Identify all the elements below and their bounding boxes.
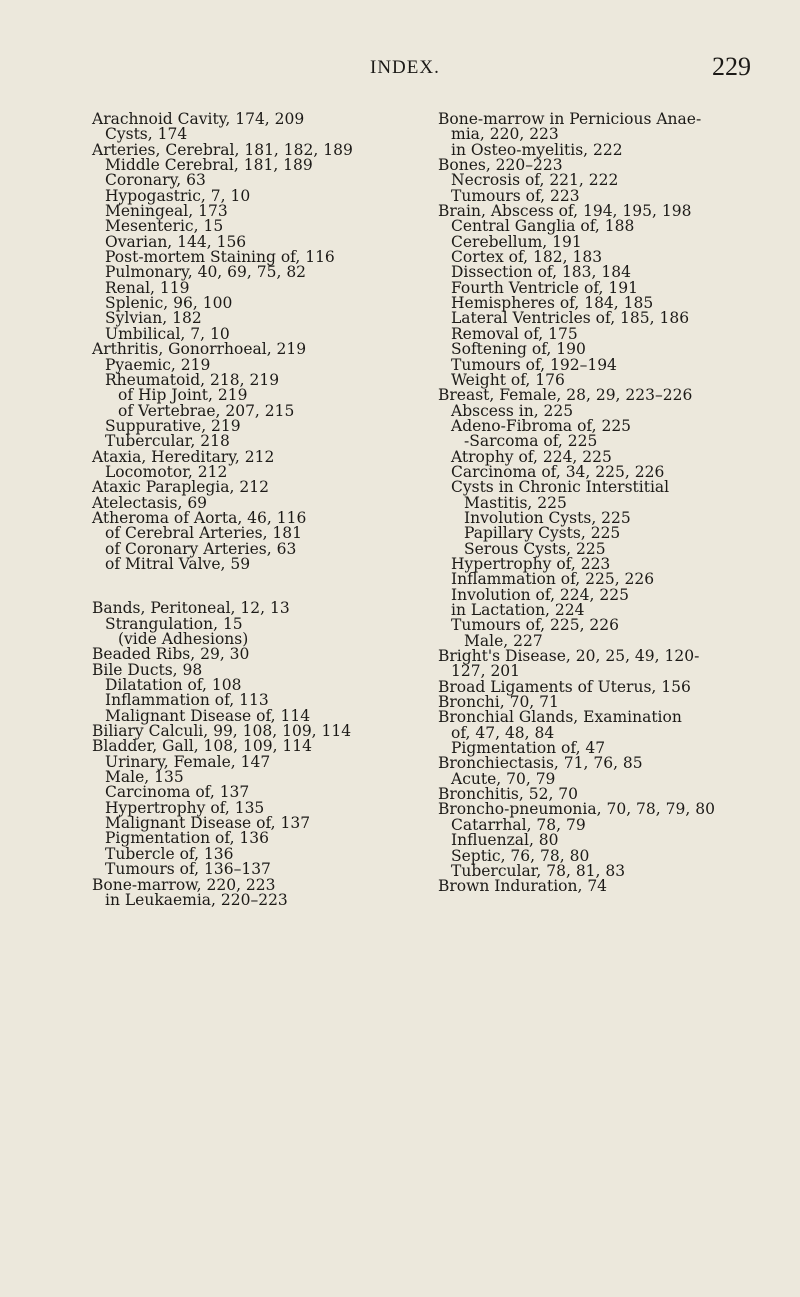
index-subentry: Ovarian, 144, 156 bbox=[105, 232, 247, 251]
index-subentry: Involution Cysts, 225 bbox=[464, 508, 631, 527]
index-subentry: Septic, 76, 78, 80 bbox=[451, 846, 590, 865]
index-subentry: Lateral Ventricles of, 185, 186 bbox=[451, 309, 690, 328]
index-entry: Bronchial Glands, Examination bbox=[438, 708, 682, 727]
index-subentry: Cysts in Chronic Interstitial bbox=[451, 478, 670, 497]
index-entry: Atheroma of Aorta, 46, 116 bbox=[92, 508, 307, 527]
index-subentry: of, 47, 48, 84 bbox=[451, 723, 555, 742]
index-subentry: Male, 227 bbox=[464, 631, 543, 650]
index-subentry: Tumours of, 223 bbox=[451, 186, 580, 205]
index-subentry: Urinary, Female, 147 bbox=[105, 752, 271, 771]
index-entry: Arteries, Cerebral, 181, 182, 189 bbox=[92, 140, 353, 159]
index-entry: Bronchiectasis, 71, 76, 85 bbox=[438, 754, 643, 773]
index-subentry: Meningeal, 173 bbox=[105, 202, 228, 221]
index-gap bbox=[92, 572, 432, 601]
index-subentry: Coronary, 63 bbox=[105, 171, 206, 190]
index-subentry: Dissection of, 183, 184 bbox=[451, 263, 631, 282]
index-subentry: Influenzal, 80 bbox=[451, 831, 559, 850]
index-subentry: Tubercular, 218 bbox=[105, 432, 230, 451]
index-subentry: Splenic, 96, 100 bbox=[105, 294, 233, 313]
index-subentry: Cerebellum, 191 bbox=[451, 232, 582, 251]
index-subentry: Middle Cerebral, 181, 189 bbox=[105, 156, 313, 175]
index-entry: Brown Induration, 74 bbox=[438, 877, 608, 896]
index-subentry: Suppurative, 219 bbox=[105, 416, 241, 435]
index-entry: Bronchitis, 52, 70 bbox=[438, 785, 579, 804]
index-subentry: Involution of, 224, 225 bbox=[451, 585, 629, 604]
index-entry: Bone-marrow in Pernicious Anae- bbox=[438, 110, 702, 128]
index-subentry: Pyaemic, 219 bbox=[105, 355, 211, 374]
index-entry: Bone-marrow, 220, 223 bbox=[92, 875, 276, 894]
index-subentry: Cortex of, 182, 183 bbox=[451, 248, 603, 267]
index-subentry: Papillary Cysts, 225 bbox=[464, 524, 621, 543]
index-subentry: Carcinoma of, 137 bbox=[105, 783, 250, 802]
index-subentry: Softening of, 190 bbox=[451, 340, 586, 359]
index-column-left bbox=[92, 112, 432, 908]
index-subentry: Mesenteric, 15 bbox=[105, 217, 224, 236]
index-entry: Bronchi, 70, 71 bbox=[438, 693, 559, 712]
index-entry: Breast, Female, 28, 29, 223–226 bbox=[438, 386, 693, 405]
index-subentry: Sylvian, 182 bbox=[105, 309, 202, 328]
index-subentry: mia, 220, 223 bbox=[451, 125, 559, 144]
index-subentry: Umbilical, 7, 10 bbox=[105, 324, 230, 343]
index-entry: Bile Ducts, 98 bbox=[92, 660, 203, 679]
index-subentry: Dilatation of, 108 bbox=[105, 676, 242, 695]
index-subentry: -Sarcoma of, 225 bbox=[464, 432, 598, 451]
index-subentry: Hypertrophy of, 135 bbox=[105, 798, 265, 817]
index-subentry: Male, 135 bbox=[105, 768, 184, 787]
index-subentry: Necrosis of, 221, 222 bbox=[451, 171, 619, 190]
index-subentry: Atrophy of, 224, 225 bbox=[451, 447, 612, 466]
index-entry: Broncho-pneumonia, 70, 78, 79, 80 bbox=[438, 800, 715, 819]
index-subentry: Hemispheres of, 184, 185 bbox=[451, 294, 654, 313]
index-subentry: Tumours of, 192–194 bbox=[451, 355, 617, 374]
index-entry: Biliary Calculi, 99, 108, 109, 114 bbox=[92, 722, 352, 741]
index-subentry: Tubercle of, 136 bbox=[105, 844, 234, 863]
index-subentry: Abscess in, 225 bbox=[451, 401, 574, 420]
index-subentry: Post-mortem Staining of, 116 bbox=[105, 248, 335, 267]
index-subentry: Adeno-Fibroma of, 225 bbox=[451, 416, 632, 435]
index-subentry: Mastitis, 225 bbox=[464, 493, 567, 512]
index-subentry: of Hip Joint, 219 bbox=[118, 386, 248, 405]
index-subentry: of Cerebral Arteries, 181 bbox=[105, 524, 303, 543]
index-subentry: Acute, 70, 79 bbox=[451, 769, 556, 788]
index-subentry: Inflammation of, 225, 226 bbox=[451, 570, 655, 589]
index-subentry: 127, 201 bbox=[451, 662, 521, 681]
index-subentry: of Coronary Arteries, 63 bbox=[105, 539, 297, 558]
index-entry: Bladder, Gall, 108, 109, 114 bbox=[92, 737, 313, 756]
index-subentry: in Lactation, 224 bbox=[451, 601, 585, 619]
index-entry: Ataxic Paraplegia, 212 bbox=[92, 478, 269, 497]
index-subentry: of Vertebrae, 207, 215 bbox=[118, 401, 295, 420]
index-subentry: Central Ganglia of, 188 bbox=[451, 217, 635, 236]
index-entry: Broad Ligaments of Uterus, 156 bbox=[438, 677, 691, 696]
index-subentry: Serous Cysts, 225 bbox=[464, 539, 606, 558]
index-subentry: Tumours of, 136–137 bbox=[105, 860, 271, 879]
index-entry: Bright's Disease, 20, 25, 49, 120- bbox=[438, 647, 700, 666]
index-subentry: Cysts, 174 bbox=[105, 125, 188, 144]
index-entry: Bones, 220–223 bbox=[438, 156, 563, 175]
index-entry: Arthritis, Gonorrhoeal, 219 bbox=[92, 340, 307, 359]
index-column-right bbox=[438, 112, 778, 895]
index-subentry: in Osteo-myelitis, 222 bbox=[451, 140, 623, 159]
index-subentry: Pulmonary, 40, 69, 75, 82 bbox=[105, 263, 307, 282]
index-subentry: Renal, 119 bbox=[105, 278, 190, 297]
index-subentry: Fourth Ventricle of, 191 bbox=[451, 278, 638, 297]
index-subentry: of Mitral Valve, 59 bbox=[105, 554, 251, 573]
index-entry: Bands, Peritoneal, 12, 13 bbox=[92, 599, 290, 618]
index-entry: Atelectasis, 69 bbox=[92, 493, 208, 512]
index-subentry: Carcinoma of, 34, 225, 226 bbox=[451, 462, 665, 481]
index-subentry: Tubercular, 78, 81, 83 bbox=[451, 861, 626, 880]
index-subentry: Pigmentation of, 136 bbox=[105, 829, 270, 848]
index-subentry: Hypertrophy of, 223 bbox=[451, 554, 611, 573]
index-subentry: Locomotor, 212 bbox=[105, 462, 228, 481]
index-subentry: in Leukaemia, 220–223 bbox=[105, 890, 288, 909]
page-number: 229 bbox=[712, 52, 751, 81]
index-subentry: Catarrhal, 78, 79 bbox=[451, 815, 586, 834]
index-subentry: (vide Adhesions) bbox=[118, 630, 249, 648]
index-subentry: Strangulation, 15 bbox=[105, 614, 243, 633]
index-entry: Brain, Abscess of, 194, 195, 198 bbox=[438, 202, 692, 221]
running-header: INDEX. bbox=[370, 57, 440, 78]
index-subentry: Hypogastric, 7, 10 bbox=[105, 186, 251, 205]
index-subentry: Malignant Disease of, 137 bbox=[105, 814, 311, 833]
index-subentry: Tumours of, 225, 226 bbox=[451, 616, 620, 635]
index-subentry: Pigmentation of, 47 bbox=[451, 739, 606, 758]
index-subentry: Inflammation of, 113 bbox=[105, 691, 269, 710]
index-subentry: Removal of, 175 bbox=[451, 324, 578, 343]
index-subentry: Malignant Disease of, 114 bbox=[105, 706, 311, 725]
index-subentry: Rheumatoid, 218, 219 bbox=[105, 370, 280, 389]
index-entry: Beaded Ribs, 29, 30 bbox=[92, 645, 250, 664]
index-entry: Arachnoid Cavity, 174, 209 bbox=[92, 110, 305, 128]
index-subentry: Weight of, 176 bbox=[451, 370, 565, 389]
index-entry: Ataxia, Hereditary, 212 bbox=[92, 447, 275, 466]
